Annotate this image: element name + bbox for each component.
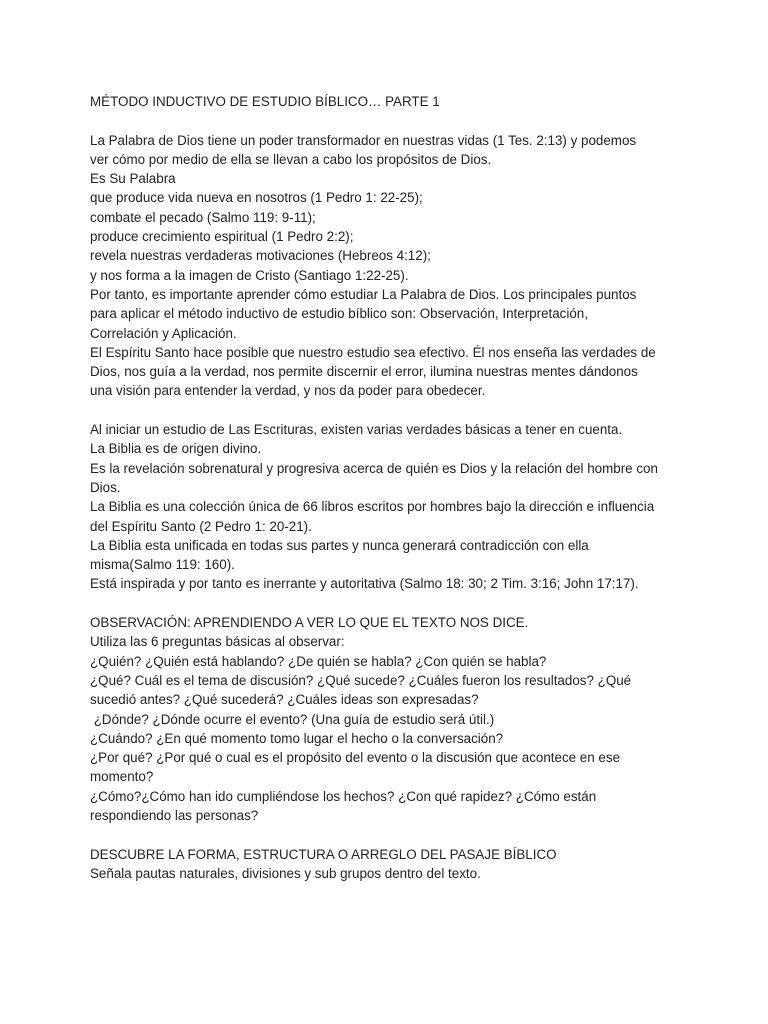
text-line: Utiliza las 6 preguntas básicas al observar: <box>90 634 345 650</box>
text-line: una visión para entender la verdad, y nos da poder para obedecer. <box>90 383 486 399</box>
text-line: Es la revelación sobrenatural y progresiva acerca de quién es Dios y la relación del hombre con <box>90 460 658 476</box>
text-line: ver cómo por medio de ella se llevan a cabo los propósitos de Dios. <box>90 151 492 167</box>
text-line: ¿Por qué? ¿Por qué o cual es el propósito del evento o la discusión que acontece en ese <box>90 750 621 766</box>
text-line: La Biblia esta unificada en todas sus partes y nunca generará contradicción con ella <box>90 537 589 553</box>
text-line: ¿Quién? ¿Quién está hablando? ¿De quién se habla? ¿Con quién se habla? <box>90 653 547 669</box>
text-line: combate el pecado (Salmo 119: 9-11); <box>90 209 316 225</box>
text-line: del Espíritu Santo (2 Pedro 1: 20-21). <box>90 518 312 534</box>
text-line: Dios, nos guía a la verdad, nos permite discernir el error, ilumina nuestras mentes dándonos <box>90 364 638 380</box>
truths-section <box>90 420 690 594</box>
text-line: ¿Cuándo? ¿En qué momento tomo lugar el hecho o la conversación? <box>90 730 504 746</box>
text-line: que produce vida nueva en nosotros (1 Pedro 1: 22-25); <box>90 190 423 206</box>
text-line: Dios. <box>90 479 121 495</box>
text-line: Señala pautas naturales, divisiones y sub grupos dentro del texto. <box>90 865 481 881</box>
text-line: produce crecimiento espiritual (1 Pedro 2:2); <box>90 229 354 245</box>
text-line: y nos forma a la imagen de Cristo (Santiago 1:22-25). <box>90 267 409 283</box>
text-line: ¿Qué? Cuál es el tema de discusión? ¿Qué sucede? ¿Cuáles fueron los resultados? ¿Qué <box>90 672 632 688</box>
text-line: La Biblia es de origen divino. <box>90 441 262 457</box>
section-heading: OBSERVACIÓN: APRENDIENDO A VER LO QUE EL TEXTO NOS DICE. <box>90 615 529 631</box>
text-line: ¿Dónde? ¿Dónde ocurre el evento? (Una guía de estudio será útil.) <box>90 711 495 727</box>
text-line: respondiendo las personas? <box>90 807 259 823</box>
text-line: El Espíritu Santo hace posible que nuestro estudio sea efectivo. Él nos enseña las verdades de <box>90 344 656 360</box>
structure-section <box>90 845 690 884</box>
text-line: Correlación y Aplicación. <box>90 325 237 341</box>
paragraph-gap <box>90 401 690 420</box>
paragraph-gap <box>90 594 690 613</box>
intro-section <box>90 131 690 401</box>
paragraph-gap <box>90 111 690 130</box>
paragraph-gap <box>90 825 690 844</box>
document-title: MÉTODO INDUCTIVO DE ESTUDIO BÍBLICO… PARTE 1 <box>90 94 440 109</box>
text-line: misma(Salmo 119: 160). <box>90 557 235 573</box>
text-line: Es Su Palabra <box>90 171 176 187</box>
document-page <box>90 92 690 883</box>
text-line: sucedió antes? ¿Qué sucederá? ¿Cuáles ideas son expresadas? <box>90 692 479 708</box>
text-line: Por tanto, es importante aprender cómo estudiar La Palabra de Dios. Los principales puntos <box>90 286 637 302</box>
text-line: para aplicar el método inductivo de estudio bíblico son: Observación, Interpretación, <box>90 306 588 322</box>
text-line: Al iniciar un estudio de Las Escrituras, existen varias verdades básicas a tener en cuenta. <box>90 422 623 438</box>
text-line: revela nuestras verdaderas motivaciones (Hebreos 4:12); <box>90 248 431 264</box>
section-heading: DESCUBRE LA FORMA, ESTRUCTURA O ARREGLO DEL PASAJE BÍBLICO <box>90 846 557 862</box>
text-line: La Palabra de Dios tiene un poder transformador en nuestras vidas (1 Tes. 2:13) y podemos <box>90 132 637 148</box>
text-line: momento? <box>90 769 154 785</box>
text-line: La Biblia es una colección única de 66 libros escritos por hombres bajo la dirección e influencia <box>90 499 655 515</box>
text-line: ¿Cómo?¿Cómo han ido cumpliéndose los hechos? ¿Con qué rapidez? ¿Cómo están <box>90 788 597 804</box>
observation-section <box>90 613 690 825</box>
text-line: Está inspirada y por tanto es inerrante y autoritativa (Salmo 18: 30; 2 Tim. 3:16; John 17:17). <box>90 576 639 592</box>
